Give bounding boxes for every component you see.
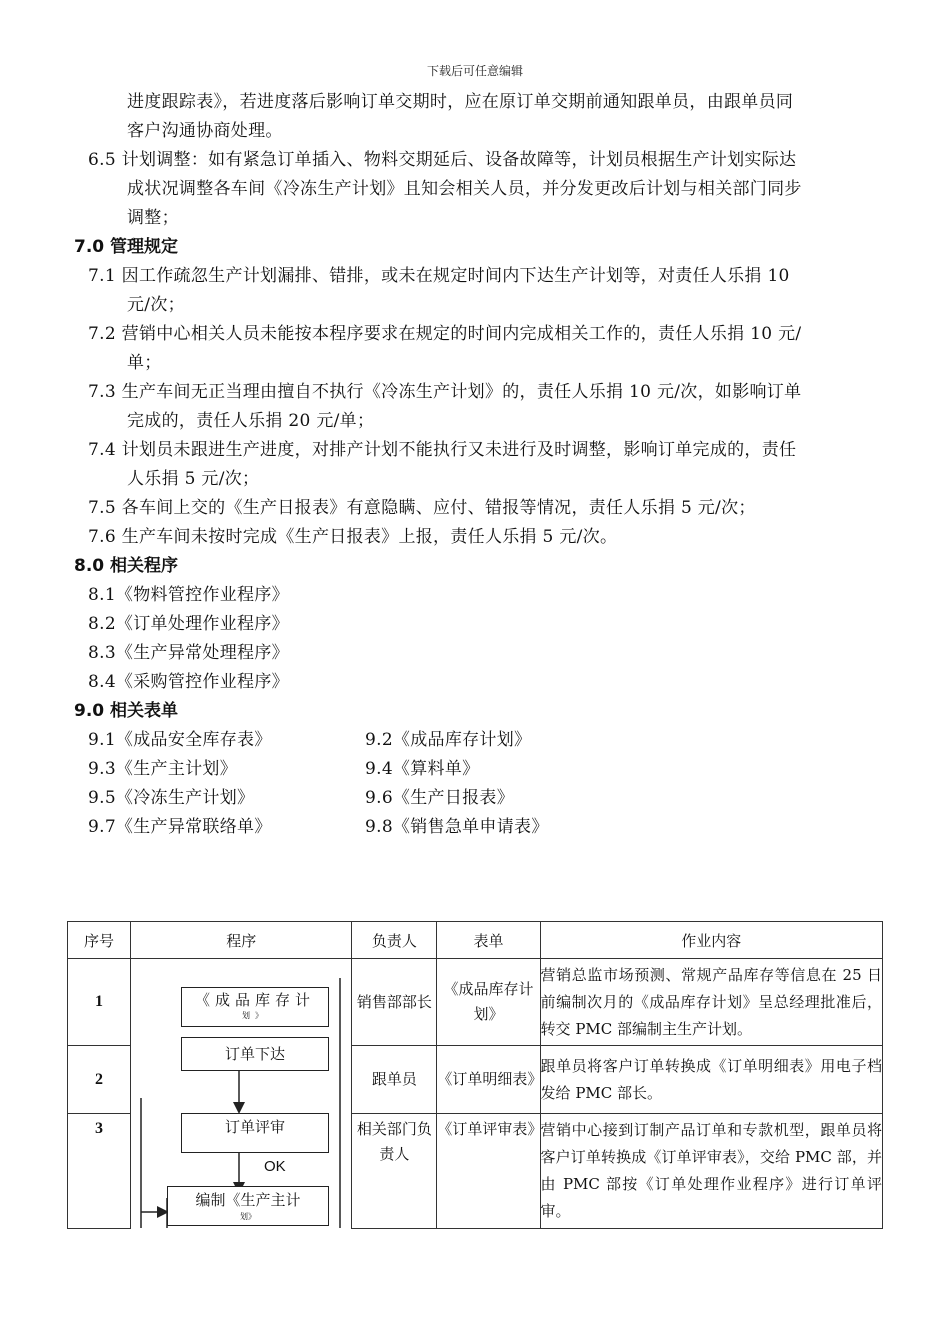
item-8-3: 8.3《生产异常处理程序》 [88,643,289,663]
item-6-5-line-2: 成状况调整各车间《冷冻生产计划》且知会相关人员，并分发更改后计划与相关部门同步 [127,179,802,199]
row-form: 《订单明细表》 [437,1046,540,1114]
item-8-1: 8.1《物料管控作业程序》 [88,585,289,605]
item-9-8: 9.8《销售急单申请表》 [365,817,549,837]
flow-ok-label: OK [264,1158,286,1175]
row-owner: 相关部门负责人 [352,1114,437,1229]
item-7-1-line-2: 元/次； [127,295,185,315]
item-9-1: 9.1《成品安全库存表》 [88,730,272,750]
item-9-4: 9.4《算料单》 [365,759,480,779]
flow-box-inventory-plan-label: 《成品库存计 [194,991,315,1009]
page-header: 下载后可任意编辑 [426,64,523,78]
section-7-title: 7.0 管理规定 [74,237,179,257]
intro-line-2: 客户沟通协商处理。 [127,121,283,141]
section-9-title: 9.0 相关表单 [74,701,179,721]
item-7-1-line-1: 7.1 因工作疏忽生产计划漏排、错排，或未在规定时间内下达生产计划等，对责任人乐捐 10 [88,266,790,286]
flow-box-inventory-plan-sub: 划》 [242,1011,268,1020]
header-procedure: 程序 [131,922,352,959]
header-form: 表单 [437,922,540,959]
item-8-2: 8.2《订单处理作业程序》 [88,614,289,634]
item-9-7: 9.7《生产异常联络单》 [88,817,272,837]
flow-cell [131,959,352,1229]
row-work: 营销总监市场预测、常规产品库存等信息在 25 日前编制次月的《成品库存计划》呈总经理批准后，转交 PMC 部编制主生产计划。 [540,959,882,1046]
header-owner: 负责人 [352,922,437,959]
item-7-3-line-1: 7.3 生产车间无正当理由擅自不执行《冷冻生产计划》的，责任人乐捐 10 元/次，如影响订单 [88,382,802,402]
procedure-table [67,921,883,1229]
item-7-4-line-2: 人乐捐 5 元/次； [127,469,260,489]
item-9-5: 9.5《冷冻生产计划》 [88,788,255,808]
flow-box-master-plan-sub: 划》 [240,1212,256,1221]
row-no: 1 [68,959,131,1046]
table-row [68,959,883,1046]
row-no: 3 [68,1114,131,1229]
header-no: 序号 [68,922,131,959]
item-6-5-line-1: 6.5 计划调整：如有紧急订单插入、物料交期延后、设备故障等，计划员根据生产计划实际达 [88,150,797,170]
row-owner: 跟单员 [352,1046,437,1114]
row-no: 2 [68,1046,131,1114]
section-8-title: 8.0 相关程序 [74,556,179,576]
row-form: 《订单评审表》 [437,1114,540,1229]
row-work: 营销中心接到订制产品订单和专款机型，跟单员将客户订单转换成《订单评审表》，交给 PMC 部，并由 PMC 部按《订单处理作业程序》进行订单评审。 [540,1114,882,1229]
flow-box-order-issue: 订单下达 [181,1037,329,1071]
item-9-6: 9.6《生产日报表》 [365,788,515,808]
row-form: 《成品库存计划》 [437,959,540,1046]
item-8-4: 8.4《采购管控作业程序》 [88,672,289,692]
intro-line-1: 进度跟踪表》，若进度落后影响订单交期时，应在原订单交期前通知跟单员，由跟单员同 [127,92,794,112]
item-7-5: 7.5 各车间上交的《生产日报表》有意隐瞒、应付、错报等情况，责任人乐捐 5 元/次； [88,498,756,518]
table-header-row [68,922,883,959]
flow-box-order-review: 订单评审 [181,1113,329,1153]
header-work: 作业内容 [540,922,882,959]
item-7-6: 7.6 生产车间未按时完成《生产日报表》上报，责任人乐捐 5 元/次。 [88,527,618,547]
flow-box-master-plan-label: 编制《生产主计 [195,1191,301,1209]
row-owner: 销售部部长 [352,959,437,1046]
item-7-2-line-2: 单； [127,353,162,373]
item-7-2-line-1: 7.2 营销中心相关人员未能按本程序要求在规定的时间内完成相关工作的，责任人乐捐 10 元/ [88,324,802,344]
item-9-3: 9.3《生产主计划》 [88,759,238,779]
row-work: 跟单员将客户订单转换成《订单明细表》用电子档发给 PMC 部长。 [540,1046,882,1114]
item-7-4-line-1: 7.4 计划员未跟进生产进度，对排产计划不能执行又未进行及时调整，影响订单完成的，责任 [88,440,797,460]
item-7-3-line-2: 完成的，责任人乐捐 20 元/单； [127,411,375,431]
item-6-5-line-3: 调整； [127,208,179,228]
item-9-2: 9.2《成品库存计划》 [365,730,532,750]
